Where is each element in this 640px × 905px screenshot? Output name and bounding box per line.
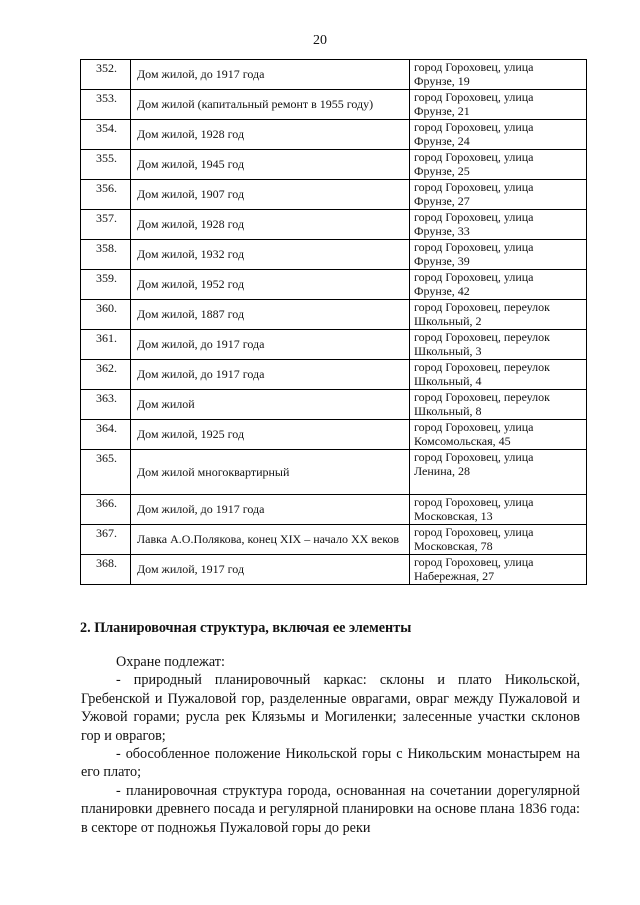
object-name xyxy=(131,525,410,555)
address-line-1: город Гороховец, улица xyxy=(414,495,534,509)
object-name-text: Дом жилой, 1917 год xyxy=(137,562,245,576)
object-name-text: Дом жилой, 1928 год xyxy=(137,127,245,141)
table-row xyxy=(81,60,587,90)
object-address xyxy=(410,390,587,420)
row-number: 352. xyxy=(81,60,131,90)
address-line-1: город Гороховец, улица xyxy=(414,270,534,284)
object-name-text: Дом жилой, 1945 год xyxy=(137,157,245,171)
row-number: 358. xyxy=(81,240,131,270)
object-name-text: Дом жилой, 1952 год xyxy=(137,277,245,291)
object-address xyxy=(410,60,587,90)
address-line-1: город Гороховец, улица xyxy=(414,120,534,134)
address-line-2: Московская, 13 xyxy=(414,509,493,523)
object-name-text: Дом жилой, до 1917 года xyxy=(137,367,265,381)
address-line-1: город Гороховец, улица xyxy=(414,150,534,164)
object-name-text: Дом жилой, до 1917 года xyxy=(137,337,265,351)
object-address xyxy=(410,240,587,270)
address-line-1: город Гороховец, улица xyxy=(414,420,534,434)
row-number: 359. xyxy=(81,270,131,300)
object-name xyxy=(131,420,410,450)
object-name xyxy=(131,180,410,210)
address-line-1: город Гороховец, улица xyxy=(414,450,534,464)
object-name-text: Дом жилой многоквартирный xyxy=(137,464,290,479)
address-line-1: город Гороховец, улица xyxy=(414,90,534,104)
row-number: 364. xyxy=(81,420,131,450)
object-name xyxy=(131,150,410,180)
address-line-2: Фрунзе, 39 xyxy=(414,254,470,268)
object-name-text: Дом жилой xyxy=(137,397,195,411)
paragraph: - обособленное положение Никольской горы с Никольским монастырем на его плато; xyxy=(81,746,580,781)
table-row xyxy=(81,330,587,360)
object-address xyxy=(410,150,587,180)
address-line-2: Школьный, 3 xyxy=(414,344,482,358)
address-line-2: Школьный, 2 xyxy=(414,314,482,328)
object-name xyxy=(131,120,410,150)
paragraph: Охране подлежат: xyxy=(116,654,225,670)
row-number: 353. xyxy=(81,90,131,120)
row-number: 368. xyxy=(81,555,131,585)
object-name xyxy=(131,300,410,330)
object-name xyxy=(131,390,410,420)
object-address xyxy=(410,300,587,330)
table-row xyxy=(81,150,587,180)
object-address xyxy=(410,270,587,300)
object-address xyxy=(410,210,587,240)
address-line-2: Ленина, 28 xyxy=(414,464,470,478)
object-name xyxy=(131,240,410,270)
address-line-2: Московская, 78 xyxy=(414,539,493,553)
object-name xyxy=(131,270,410,300)
object-address xyxy=(410,555,587,585)
object-name xyxy=(131,495,410,525)
row-number: 356. xyxy=(81,180,131,210)
object-name xyxy=(131,450,410,495)
page-number: 20 xyxy=(313,33,327,48)
row-number: 360. xyxy=(81,300,131,330)
row-number: 357. xyxy=(81,210,131,240)
address-line-1: город Гороховец, переулок xyxy=(414,360,550,374)
row-number: 365. xyxy=(81,450,131,495)
address-line-2: Комсомольская, 45 xyxy=(414,434,511,448)
table-row xyxy=(81,420,587,450)
row-number: 361. xyxy=(81,330,131,360)
address-line-1: город Гороховец, улица xyxy=(414,210,534,224)
address-line-1: город Гороховец, улица xyxy=(414,180,534,194)
address-line-2: Фрунзе, 19 xyxy=(414,74,470,88)
body-text xyxy=(81,653,580,837)
table-row xyxy=(81,390,587,420)
address-line-1: город Гороховец, улица xyxy=(414,525,534,539)
table-row xyxy=(81,360,587,390)
row-number: 367. xyxy=(81,525,131,555)
object-name xyxy=(131,555,410,585)
object-address xyxy=(410,525,587,555)
object-name xyxy=(131,90,410,120)
address-line-1: город Гороховец, улица xyxy=(414,240,534,254)
address-line-2: Школьный, 8 xyxy=(414,404,482,418)
object-name-text: Дом жилой, 1907 год xyxy=(137,187,245,201)
address-line-2: Фрунзе, 24 xyxy=(414,134,470,148)
table-row xyxy=(81,300,587,330)
table-row xyxy=(81,525,587,555)
object-address xyxy=(410,450,587,495)
table-row xyxy=(81,270,587,300)
address-line-2: Фрунзе, 42 xyxy=(414,284,470,298)
object-name xyxy=(131,210,410,240)
object-address xyxy=(410,330,587,360)
table-row xyxy=(81,90,587,120)
address-line-2: Фрунзе, 33 xyxy=(414,224,470,238)
address-line-2: Школьный, 4 xyxy=(414,374,482,388)
row-number: 363. xyxy=(81,390,131,420)
address-line-2: Фрунзе, 25 xyxy=(414,164,470,178)
object-name-text: Лавка А.О.Полякова, конец XIX – начало XX веков xyxy=(137,532,400,546)
address-line-1: город Гороховец, переулок xyxy=(414,300,550,314)
row-number: 354. xyxy=(81,120,131,150)
object-name-text: Дом жилой, 1887 год xyxy=(137,307,245,321)
table-row xyxy=(81,240,587,270)
address-line-1: город Гороховец, улица xyxy=(414,60,534,74)
address-line-2: Фрунзе, 21 xyxy=(414,104,470,118)
object-address xyxy=(410,180,587,210)
object-address xyxy=(410,360,587,390)
object-name xyxy=(131,330,410,360)
address-line-2: Набережная, 27 xyxy=(414,569,495,583)
object-name-text: Дом жилой, до 1917 года xyxy=(137,67,265,81)
object-address xyxy=(410,420,587,450)
row-number: 355. xyxy=(81,150,131,180)
object-address xyxy=(410,90,587,120)
paragraph: - планировочная структура города, основанная на сочетании дорегулярной планировки древнего посада и регулярной планировки на основе плана 1836 года: в секторе от подножья Пужаловой горы до реки xyxy=(81,782,580,836)
object-name-text: Дом жилой (капитальный ремонт в 1955 году) xyxy=(137,97,374,111)
heritage-objects-table xyxy=(80,59,587,585)
paragraph: - природный планировочный каркас: склоны и плато Никольской, Гребенской и Пужаловой гор, разделенные оврагами, овраг между Пужаловой и Ужовой горами; русла рек Клязьмы и Могиленки; залесенные участки склонов гор и оврагов; xyxy=(81,672,580,744)
object-address xyxy=(410,120,587,150)
table-row xyxy=(81,450,587,495)
table-row xyxy=(81,210,587,240)
object-name-text: Дом жилой, 1928 год xyxy=(137,217,245,231)
object-name-text: Дом жилой, до 1917 года xyxy=(137,502,265,516)
address-line-1: город Гороховец, переулок xyxy=(414,390,550,404)
address-line-2: Фрунзе, 27 xyxy=(414,194,470,208)
address-line-1: город Гороховец, переулок xyxy=(414,330,550,344)
object-address xyxy=(410,495,587,525)
table-row xyxy=(81,180,587,210)
section-title: 2. Планировочная структура, включая ее элементы xyxy=(80,620,412,636)
row-number: 362. xyxy=(81,360,131,390)
table-row xyxy=(81,120,587,150)
object-name-text: Дом жилой, 1925 год xyxy=(137,427,245,441)
table-row xyxy=(81,555,587,585)
object-name xyxy=(131,360,410,390)
table-row xyxy=(81,495,587,525)
row-number: 366. xyxy=(81,495,131,525)
object-name xyxy=(131,60,410,90)
object-name-text: Дом жилой, 1932 год xyxy=(137,247,245,261)
address-line-1: город Гороховец, улица xyxy=(414,555,534,569)
